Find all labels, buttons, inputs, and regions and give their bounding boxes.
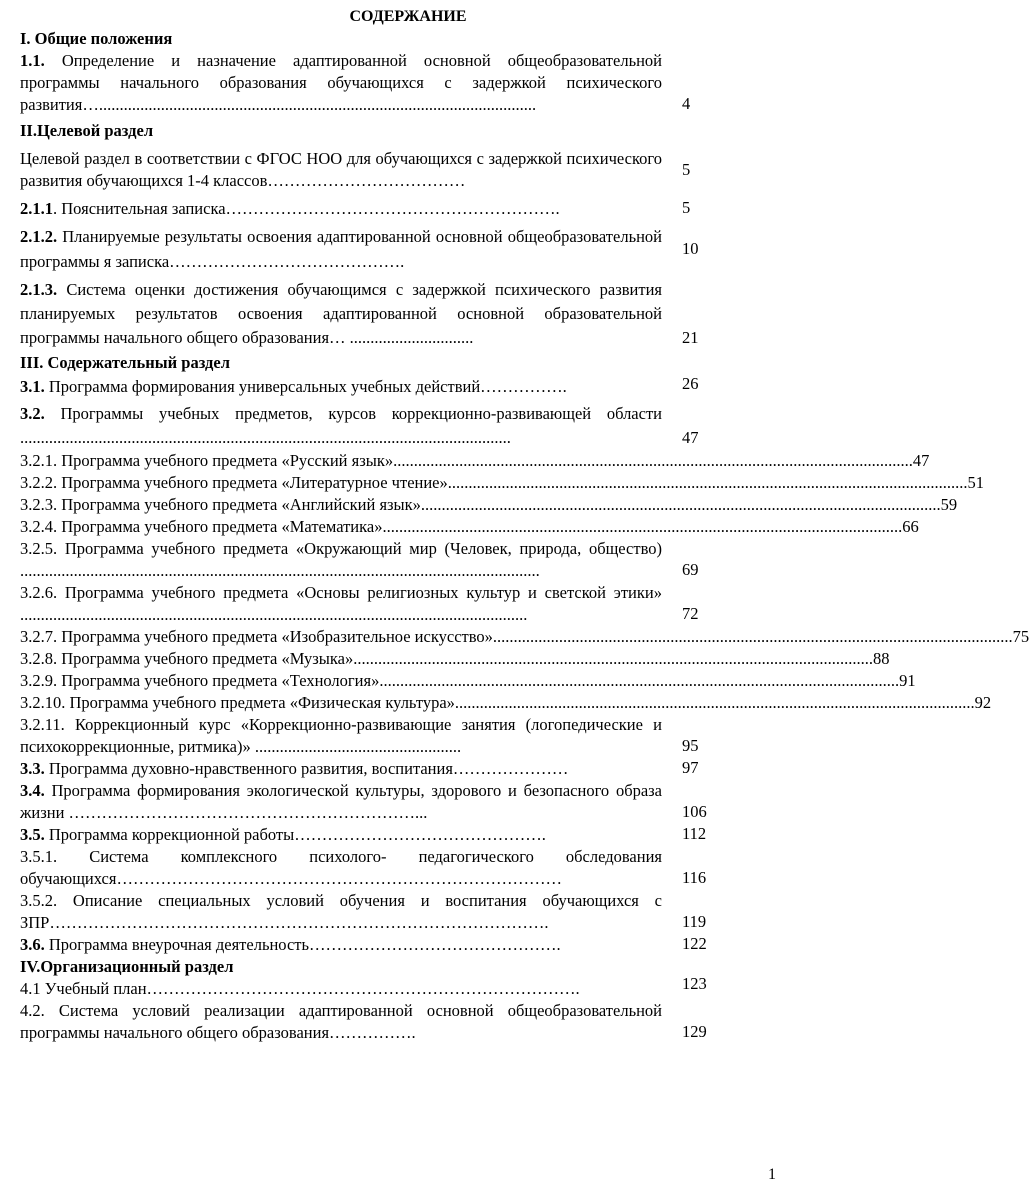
toc-entry-text: 2.1.3. Система оценки достижения обучающимся с задержкой психического развития планируемых результатов освоения адаптированной основной образовательной программы начального общего образования… .............................. — [20, 280, 663, 347]
toc-entry: 3.2.4. Программа учебного предмета «Математика» .............................................................................................................................. 66 — [20, 517, 919, 536]
toc-entry: 3.2.1. Программа учебного предмета «Русский язык» .............................................................................................................................. 47 — [20, 451, 930, 470]
toc-entry-text: 2.1.2. Планируемые результаты освоения адаптированной основной общеобразовательной программы я записка……………………………………. — [20, 227, 663, 271]
toc-entry-page: 51 — [967, 473, 985, 492]
toc-entry-page: 112 — [682, 824, 707, 843]
toc-entry-page: 4 — [682, 94, 691, 113]
toc-entry-page: 66 — [902, 517, 919, 536]
toc-entry-text: 3.2.5. Программа учебного предмета «Окружающий мир (Человек, природа, общество) .............................................................................................................................. — [20, 539, 662, 580]
toc-entry-page: 47 — [912, 451, 930, 470]
toc-entry-page: 5 — [682, 198, 691, 217]
toc-entry: 3.2.9. Программа учебного предмета «Технология» .............................................................................................................................. 91 — [20, 671, 916, 690]
toc-entry-page: 59 — [940, 495, 958, 514]
toc-entry-text: 4.1 Учебный план……………………………………………………………………. — [20, 979, 580, 998]
toc-entry — [20, 714, 720, 758]
toc-entry-text: 3.2.11. Коррекционный курс «Коррекционно-развивающие занятия (логопедические и психокоррекционные, ритмика)» .................................................. — [20, 715, 662, 756]
toc-entry — [20, 224, 720, 274]
toc-entry — [20, 974, 720, 1000]
section-heading: I. Общие положения — [20, 29, 173, 48]
toc-entry-page: 26 — [682, 374, 699, 393]
page-title: СОДЕРЖАНИЕ — [349, 8, 467, 25]
toc-entry: 3.2.10. Программа учебного предмета «Физическая культура» .............................................................................................................................. 92 — [20, 693, 992, 712]
toc-entry — [20, 934, 720, 956]
toc-entry-number: 3.4. — [20, 781, 45, 800]
toc-entry-text: 3.2.6. Программа учебного предмета «Основы религиозных культур и светской этики» ........................................................................................................................... — [20, 583, 662, 624]
toc-entry: 3.2.8. Программа учебного предмета «Музыка» .............................................................................................................................. 88 — [20, 649, 890, 668]
toc-entry-text: 3.5.2. Описание специальных условий обучения и воспитания обучающихся с ЗПР………………………………………………………………………………. — [20, 891, 662, 932]
toc-entry-text: 3.5.1. Система комплексного психолого- педагогического обследования обучающихся……………………………………………………………………… — [20, 847, 662, 888]
toc-entry-text: 3.6. Программа внеурочная деятельность………………………………………. — [20, 935, 561, 954]
toc-entry — [20, 278, 720, 350]
toc-entry-text: Целевой раздел в соответствии с ФГОС НОО для обучающихся с задержкой психического развития обучающихся 1-4 классов……………………………… — [20, 149, 662, 190]
toc-entry-page: 129 — [682, 1022, 707, 1041]
toc-entry-page: 95 — [682, 736, 699, 755]
toc-entry — [20, 376, 720, 398]
section-heading: II.Целевой раздел — [20, 121, 154, 140]
toc-entry-text: 3.3. Программа духовно-нравственного развития, воспитания………………… — [20, 759, 569, 778]
toc-entry — [20, 824, 720, 846]
toc-entry-page: 119 — [682, 912, 707, 931]
toc-entry-page: 10 — [682, 239, 699, 258]
toc-entry — [20, 198, 720, 220]
toc-entry: 3.2.3. Программа учебного предмета «Английский язык» .............................................................................................................................. 59 — [20, 495, 958, 514]
toc-entry-text: 3.4. Программа формирования экологической культуры, здорового и безопасного образа жизни ………………………………………………………... — [20, 781, 663, 822]
page-number: 1 — [768, 1166, 776, 1183]
toc-entry-page: 123 — [682, 974, 707, 993]
toc-entry-number: 2.1.1 — [20, 199, 53, 218]
toc-entry-number: 2.1.3. — [20, 280, 58, 299]
toc-entry-page: 88 — [872, 649, 890, 668]
toc-entry-page: 5 — [682, 160, 691, 179]
toc-entry-page: 21 — [682, 328, 699, 347]
toc-entry-number: 3.2. — [20, 404, 45, 423]
toc-entry-page: 97 — [682, 758, 699, 777]
toc-entry — [20, 402, 720, 450]
toc-entry-page: 116 — [682, 868, 707, 887]
toc-entry — [20, 148, 720, 192]
toc-entry-text: 3.1. Программа формирования универсальных учебных действий……………. — [20, 377, 567, 396]
toc-entry — [20, 1000, 720, 1044]
toc-entry — [20, 780, 720, 824]
section-heading: III. Содержательный раздел — [20, 353, 230, 372]
toc-entry-page: 122 — [682, 934, 707, 953]
toc-entry-text: 4.2. Система условий реализации адаптированной основной общеобразовательной программы начального общего образования……………. — [20, 1001, 662, 1042]
table-of-contents — [20, 28, 1029, 1044]
toc-entry-number: 3.1. — [20, 377, 45, 396]
toc-entry-page: 106 — [682, 802, 707, 821]
toc-entry — [20, 538, 720, 582]
toc-entry-number: 3.3. — [20, 759, 45, 778]
toc-entry-number: 3.6. — [20, 935, 45, 954]
toc-entry: 3.2.7. Программа учебного предмета «Изобразительное искусство» .............................................................................................................................. 75 — [20, 627, 1029, 646]
toc-entry — [20, 890, 720, 934]
toc-entry-page: 47 — [682, 428, 699, 447]
toc-entry-page: 75 — [1012, 627, 1029, 646]
toc-entry-number: 3.5. — [20, 825, 45, 844]
toc-entry-number: 1.1. — [20, 51, 45, 70]
toc-entry-page: 72 — [682, 604, 699, 623]
toc-entry-text: 3.5. Программа коррекционной работы………………………………………. — [20, 825, 546, 844]
toc-entry-text: 2.1.1. Пояснительная записка……………………………………………………. — [20, 199, 560, 218]
toc-entry-page: 92 — [974, 693, 992, 712]
toc-entry-page: 69 — [682, 560, 699, 579]
toc-entry — [20, 582, 720, 626]
toc-entry-page: 91 — [899, 671, 916, 690]
toc-entry-number: 2.1.2. — [20, 227, 58, 246]
toc-entry — [20, 50, 720, 116]
toc-entry: 3.2.2. Программа учебного предмета «Литературное чтение» .............................................................................................................................. 51 — [20, 473, 985, 492]
toc-entry — [20, 758, 720, 780]
section-heading: IV.Организационный раздел — [20, 957, 234, 976]
toc-entry-text: 3.2. Программы учебных предметов, курсов коррекционно-развивающей области ....................................................................................................................... — [20, 404, 662, 447]
toc-entry-text: 1.1. Определение и назначение адаптированной основной общеобразовательной программы начального образования обучающихся с задержкой психического развития….......................................................................................................... — [20, 51, 663, 114]
toc-entry — [20, 846, 720, 890]
